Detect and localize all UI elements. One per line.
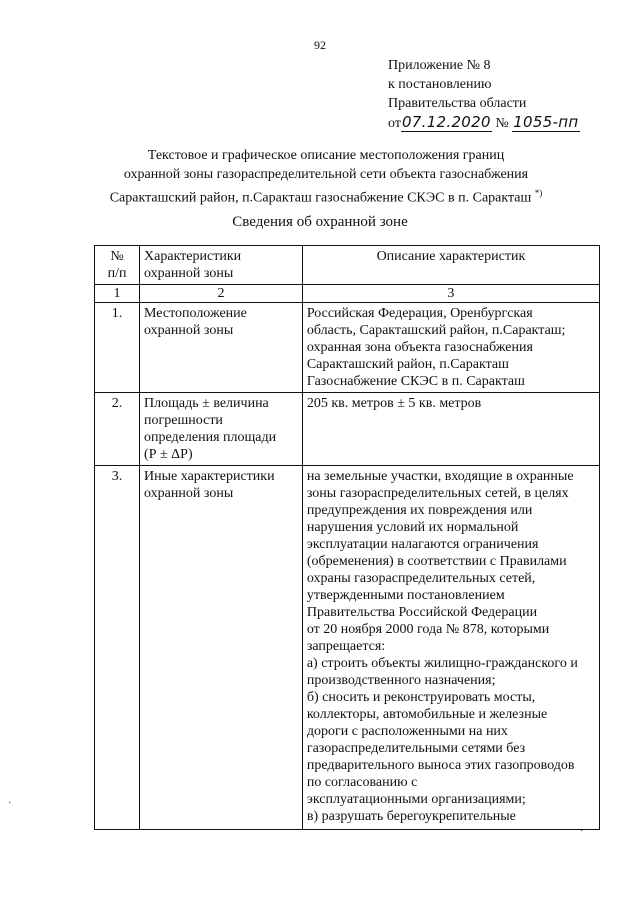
row-num: 2. <box>95 393 140 466</box>
title-line-3-text: Саракташский район, п.Саракташ газоснабжение СКЭС в п. Саракташ <box>109 190 532 206</box>
date-prefix: от <box>388 116 401 131</box>
description-line: область, Саракташский район, п.Саракташ; <box>306 323 566 338</box>
row-num: 3. <box>95 466 140 830</box>
document-title <box>96 146 556 208</box>
title-line-2: охранной зоны газораспределительной сети объекта газоснабжения <box>123 167 529 182</box>
row-description <box>302 393 599 466</box>
appendix-line-2: к постановлению <box>388 77 492 92</box>
description-line: 205 кв. метров ± 5 кв. метров <box>306 396 482 411</box>
description-line: по согласованию с <box>306 775 418 790</box>
scan-speck: · <box>8 798 12 809</box>
page-number: 92 <box>314 38 326 52</box>
column-number: 3 <box>302 285 599 303</box>
section-title: Сведения об охранной зоне <box>232 214 408 230</box>
description-line: коллекторы, автомобильные и железные <box>306 707 548 722</box>
characteristic-line: определения площади <box>144 430 277 445</box>
handwritten-number: 1055-пп <box>513 113 579 131</box>
row-description <box>302 466 599 830</box>
description-line: а) строить объекты жилищно-гражданского и <box>306 656 578 671</box>
appendix-date-line <box>388 113 580 133</box>
characteristic-line: Местоположение <box>144 306 247 321</box>
description-line: предварительного выноса этих газопроводов <box>306 758 575 773</box>
characteristic-line: охранной зоны <box>144 323 234 338</box>
description-line: газораспределительными сетями без <box>306 741 526 756</box>
description-line: нарушения условий их нормальной <box>306 520 519 535</box>
header-characteristic-line: Характеристики <box>144 249 242 264</box>
description-line: предупреждения их повреждения или <box>306 503 533 518</box>
number-sign: № <box>495 116 509 131</box>
description-line: в) разрушать берегоукрепительные <box>306 809 516 824</box>
row-characteristic <box>140 466 303 830</box>
description-line: Газоснабжение СКЭС в п. Саракташ <box>306 374 525 389</box>
row-characteristic <box>140 303 303 393</box>
characteristic-line: Иные характеристики <box>144 469 275 484</box>
column-number: 1 <box>95 285 140 303</box>
description-line: запрещается: <box>306 639 386 654</box>
row-characteristic <box>140 393 303 466</box>
description-line: дороги с расположенными на них <box>306 724 508 739</box>
header-characteristic-line: охранной зоны <box>144 266 234 281</box>
description-line: б) сносить и реконструировать мосты, <box>306 690 536 705</box>
appendix-line-1: Приложение № 8 <box>388 58 491 73</box>
table-header-row <box>95 246 600 285</box>
footnote-mark: *) <box>534 188 543 198</box>
appendix-block <box>388 56 580 133</box>
title-line-1: Текстовое и графическое описание местоположения границ <box>147 148 505 163</box>
description-line: зоны газораспределительных сетей, в целях <box>306 486 569 501</box>
description-line: Саракташский район, п.Саракташ <box>306 357 509 372</box>
handwritten-date: 07.12.2020 <box>401 113 491 131</box>
description-line: охранная зона объекта газоснабжения <box>306 340 533 355</box>
characteristic-line: погрешности <box>144 413 223 428</box>
table-row <box>95 303 600 393</box>
description-line: (обременения) в соответствии с Правилами <box>306 554 567 569</box>
description-line: от 20 ноября 2000 года № 878, которыми <box>306 622 550 637</box>
header-num-line: п/п <box>107 266 127 281</box>
header-characteristic <box>140 246 303 285</box>
description-line: охраны газораспределительных сетей, <box>306 571 536 586</box>
title-line-3 <box>96 184 556 208</box>
appendix-line-3: Правительства области <box>388 96 527 111</box>
description-line: Российская Федерация, Оренбургская <box>306 306 533 321</box>
scan-speck: · <box>580 826 584 837</box>
description-line: утвержденными постановлением <box>306 588 505 603</box>
characteristic-line: охранной зоны <box>144 486 234 501</box>
characteristic-line: Площадь ± величина <box>144 396 269 411</box>
table-row <box>95 393 600 466</box>
description-line: производственного назначения; <box>306 673 496 688</box>
column-number-row <box>95 285 600 303</box>
header-num-line: № <box>110 249 124 264</box>
header-num <box>95 246 140 285</box>
header-description: Описание характеристик <box>302 246 599 285</box>
column-number: 2 <box>140 285 303 303</box>
description-line: Правительства Российской Федерации <box>306 605 538 620</box>
row-description <box>302 303 599 393</box>
table-row <box>95 466 600 830</box>
row-num: 1. <box>95 303 140 393</box>
description-line: эксплуатации налагаются ограничения <box>306 537 539 552</box>
description-line: на земельные участки, входящие в охранные <box>306 469 574 484</box>
description-line: эксплуатационными организациями; <box>306 792 526 807</box>
characteristic-line: (Р ± ΔР) <box>144 447 193 462</box>
protection-zone-table <box>94 245 600 830</box>
